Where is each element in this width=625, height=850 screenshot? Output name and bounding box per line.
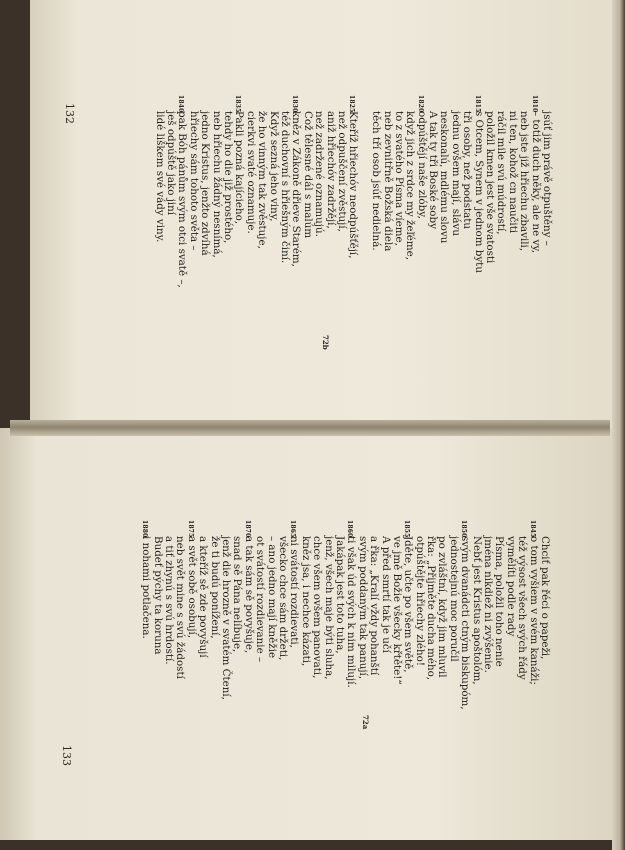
verse-number: 1810: [530, 95, 538, 113]
verse-text: i nohami potlačena.: [140, 536, 153, 639]
verse-text: hřiechy sám tohoto světa –: [187, 111, 200, 251]
verse-number: 1875: [186, 520, 194, 538]
verse-line: [208, 520, 219, 710]
verse-line: [415, 95, 426, 288]
verse-text: neskonalú, mdlému slovu: [438, 111, 451, 244]
verse-line: [413, 520, 424, 710]
verse-text: o tom vyšiem v svém kanáži;: [527, 536, 540, 685]
verse-line: [313, 95, 324, 288]
verse-text: A před smrtí tak je učí: [379, 536, 392, 653]
verse-text: ni svátostí rozdievati,: [288, 536, 301, 648]
verse-line: [267, 95, 278, 288]
verse-text: a svět sobě osobují,: [185, 536, 198, 639]
verse-text: ot svátostí rozdievanie –: [254, 536, 267, 663]
verse-line: [197, 520, 208, 710]
verse-line: [449, 95, 460, 288]
verse-line: [370, 95, 381, 288]
verse-number: 1855: [403, 520, 411, 538]
verse-line: [231, 520, 242, 710]
verse-line: [425, 520, 436, 710]
verse-line: [290, 95, 301, 288]
verse-text: též duchovní s hřiešným činí.: [279, 111, 292, 264]
verse-line: [504, 520, 515, 710]
verse-number: 1870: [243, 520, 251, 538]
verse-line: [529, 95, 540, 288]
verse-text: těch tří osob jsúť nedielná.: [370, 111, 383, 251]
verse-line: [506, 95, 517, 288]
verse-text: ve jmě Božie všecky křtěte!“: [390, 536, 403, 685]
verse-line: [174, 520, 185, 710]
verse-number: 1850: [460, 520, 468, 538]
verse-line: [527, 520, 538, 710]
verse-line: [140, 520, 151, 710]
verse-line: [516, 520, 527, 710]
verse-text: všecko chce sám držeti,: [277, 536, 290, 661]
verse-line: [368, 520, 379, 710]
verse-line: [288, 520, 299, 710]
page-number-bottom: 133: [60, 745, 73, 766]
verse-text: vymělíti podle rady: [504, 536, 517, 637]
verse-line: [427, 95, 438, 288]
verse-line: [379, 520, 390, 710]
margin-note-bottom: 72a: [361, 715, 370, 730]
verse-text: když jich z srdce my žeľéme,: [404, 111, 417, 261]
verse-text: jenž, všech maje býti sluha,: [322, 536, 335, 680]
verse-line: [336, 95, 347, 288]
page-edges: [612, 0, 625, 850]
verse-text: chce všem ovšem panovati,: [311, 536, 324, 679]
verse-text: odpúštějí naše zlóby,: [415, 111, 428, 219]
verse-text: svým poddaným tak panují,: [356, 536, 369, 680]
verse-text: jenž die hrozně v svatém Čtení,: [220, 536, 233, 700]
verse-line: [324, 95, 335, 288]
verse-text: neb hřiechu žádný nesnímá,: [210, 111, 223, 258]
verse-line: [356, 520, 367, 710]
verse-text: Jděte, učte po všem světě,: [402, 536, 415, 673]
verse-text: řka: „Přijměte ducha mého,: [425, 536, 438, 681]
verse-number: 1860: [346, 520, 354, 538]
verse-line: [254, 520, 265, 710]
verse-text: Písma, položil toho nenie: [493, 536, 506, 667]
verse-line: [220, 520, 231, 710]
verse-text: tehdy ho die již prostého,: [222, 111, 235, 244]
verse-line: [153, 95, 164, 288]
verse-line: [311, 520, 322, 710]
verse-line: [334, 520, 345, 710]
margin-note-top: 72b: [321, 335, 330, 350]
page-number-top: 132: [63, 103, 76, 124]
verse-text: otpúštějte hřiechy zlého!: [413, 536, 426, 666]
verse-text: neb zevnitřně Božská diela: [381, 111, 394, 252]
verse-line: [518, 95, 529, 288]
verse-line: [459, 520, 470, 710]
verse-text: neb jste již hřiechu zbavili,: [518, 111, 531, 252]
verse-text: Kteříž hřiechóv neodpúšťějí,: [347, 111, 360, 259]
verse-line: [493, 520, 504, 710]
verse-number: 1835: [234, 95, 242, 113]
verse-text: ni ten, kohož cn naučiti: [506, 111, 519, 234]
verse-line: [279, 95, 290, 288]
verse-line: [495, 95, 506, 288]
verse-line: [461, 95, 472, 288]
verse-line: [165, 95, 176, 288]
verse-line: [472, 95, 483, 288]
verse-text: Jakápak jest toto tuha,: [333, 536, 346, 654]
verse-line: [438, 95, 449, 288]
verse-text: než zadržené oznamujú.: [313, 111, 326, 237]
verse-line: [404, 95, 415, 288]
verse-text: – ano jedno mají kněžie: [265, 536, 278, 659]
verse-text: a tiť zhynú s svú hrdostí.: [163, 536, 176, 665]
verse-line: [402, 520, 413, 710]
verse-text: jednostejnú moc poručil: [447, 536, 460, 662]
verse-line: [176, 95, 187, 288]
verse-number: 1820: [416, 95, 424, 113]
book-gutter: [10, 420, 610, 436]
verse-text: též výsost všech svých řády: [516, 536, 529, 680]
verse-line: [199, 95, 210, 288]
verse-text: že ho vinným tak zvěstuje,: [256, 111, 269, 249]
verse-number: 1880: [141, 520, 149, 538]
verse-line: [186, 520, 197, 710]
verse-text: jedno Kristus, jenžto zdvíhá: [199, 111, 212, 256]
verse-line: [391, 520, 402, 710]
text-block-top: [153, 95, 552, 288]
verse-text: tři osoby, než podstatu: [461, 111, 474, 230]
verse-text: ráčil mile svú múdrostí,: [495, 111, 508, 235]
verse-text: a kteříž sě zde povyšují: [197, 536, 210, 658]
verse-text: že ti budú ponížení,: [208, 536, 221, 639]
verse-line: [265, 520, 276, 710]
verse-text: kněz jsa, i nechce kázati,: [299, 536, 312, 667]
verse-number: 1825: [348, 95, 356, 113]
verse-line: [345, 520, 356, 710]
verse-number: 1840: [177, 95, 185, 113]
verse-text: Nebť jest Kristus apoštolóm,: [470, 536, 483, 685]
verse-line: [163, 520, 174, 710]
verse-line: [436, 520, 447, 710]
verse-text: položil kmen jest vše svatosti: [484, 111, 497, 264]
verse-text: – totiž duch něký, ale ne vy,: [529, 111, 542, 254]
verse-line: [244, 95, 255, 288]
verse-line: [299, 520, 310, 710]
verse-text: Když sezná jeho viny,: [267, 111, 280, 222]
verse-line: [447, 520, 458, 710]
verse-line: [322, 520, 333, 710]
verse-text: cierkvi svaté oznamuje.: [244, 111, 257, 234]
verse-text: ti však úd svých k nim milují.: [345, 536, 358, 688]
verse-text: jména nikdiež ni zvýšenie.: [482, 536, 495, 673]
verse-text: ješ odpúště jako jiní: [165, 111, 178, 216]
verse-line: [470, 520, 481, 710]
verse-text: A tak ty tři Boské soby: [427, 111, 440, 229]
verse-line: [482, 520, 493, 710]
verse-line: [381, 95, 392, 288]
verse-line: [242, 520, 253, 710]
verse-text: pak Bóh pánům svým otci svatě –,: [176, 111, 189, 288]
verse-line: [277, 520, 288, 710]
verse-line: [393, 95, 404, 288]
verse-text: snad sě Pána nelíbuje,: [231, 536, 244, 653]
verse-text: lidé liškem své vády viny.: [153, 111, 166, 243]
verse-line: [256, 95, 267, 288]
verse-text: neb svět mine s svú žádostí: [174, 536, 187, 679]
verse-text: a tak sám sě povyšuje,: [242, 536, 255, 654]
verse-line: [188, 95, 199, 288]
verse-text: Což tělesné dál s malúm: [301, 111, 314, 239]
verse-text: kněz v Zákoně dřieve Starém,: [290, 111, 303, 267]
verse-line: [222, 95, 233, 288]
verse-number: 1815: [473, 95, 481, 113]
verse-text: jsúť jim právě otpuštěny –: [541, 111, 553, 246]
text-block-bottom: [140, 520, 550, 710]
verse-text: Budeť pýchy ta koruna: [151, 536, 164, 655]
verse-text: s Otcem, Synem v jednom bytu: [472, 111, 485, 273]
verse-line: [151, 520, 162, 710]
verse-text: svým dvanádcti ctným biskupóm,: [459, 536, 472, 710]
verse-line: [541, 95, 552, 288]
verse-text: a řka: „Kralí vždy pohanští: [368, 536, 381, 676]
verse-text: Pakli pozná kajícieho,: [233, 111, 246, 225]
verse-number: 1865: [289, 520, 297, 538]
verse-number: 1830: [291, 95, 299, 113]
stanza-gap: [358, 95, 369, 288]
verse-number: 1845: [528, 520, 536, 538]
verse-text: Chciť pak řéci o papeži,: [539, 536, 551, 660]
verse-text: po zvláštní, když jim mluvil: [436, 536, 449, 678]
verse-line: [347, 95, 358, 288]
verse-line: [210, 95, 221, 288]
verse-line: [539, 520, 550, 710]
verse-line: [301, 95, 312, 288]
verse-text: než odpuščení zvěstují,: [335, 111, 348, 232]
verse-text: to z svatého Písma víeme,: [392, 111, 405, 246]
verse-line: [484, 95, 495, 288]
verse-text: aniž hřiechóv zadržějí,: [324, 111, 337, 229]
verse-text: jednu ovšem mají, slávu: [449, 111, 462, 236]
verse-line: [233, 95, 244, 288]
